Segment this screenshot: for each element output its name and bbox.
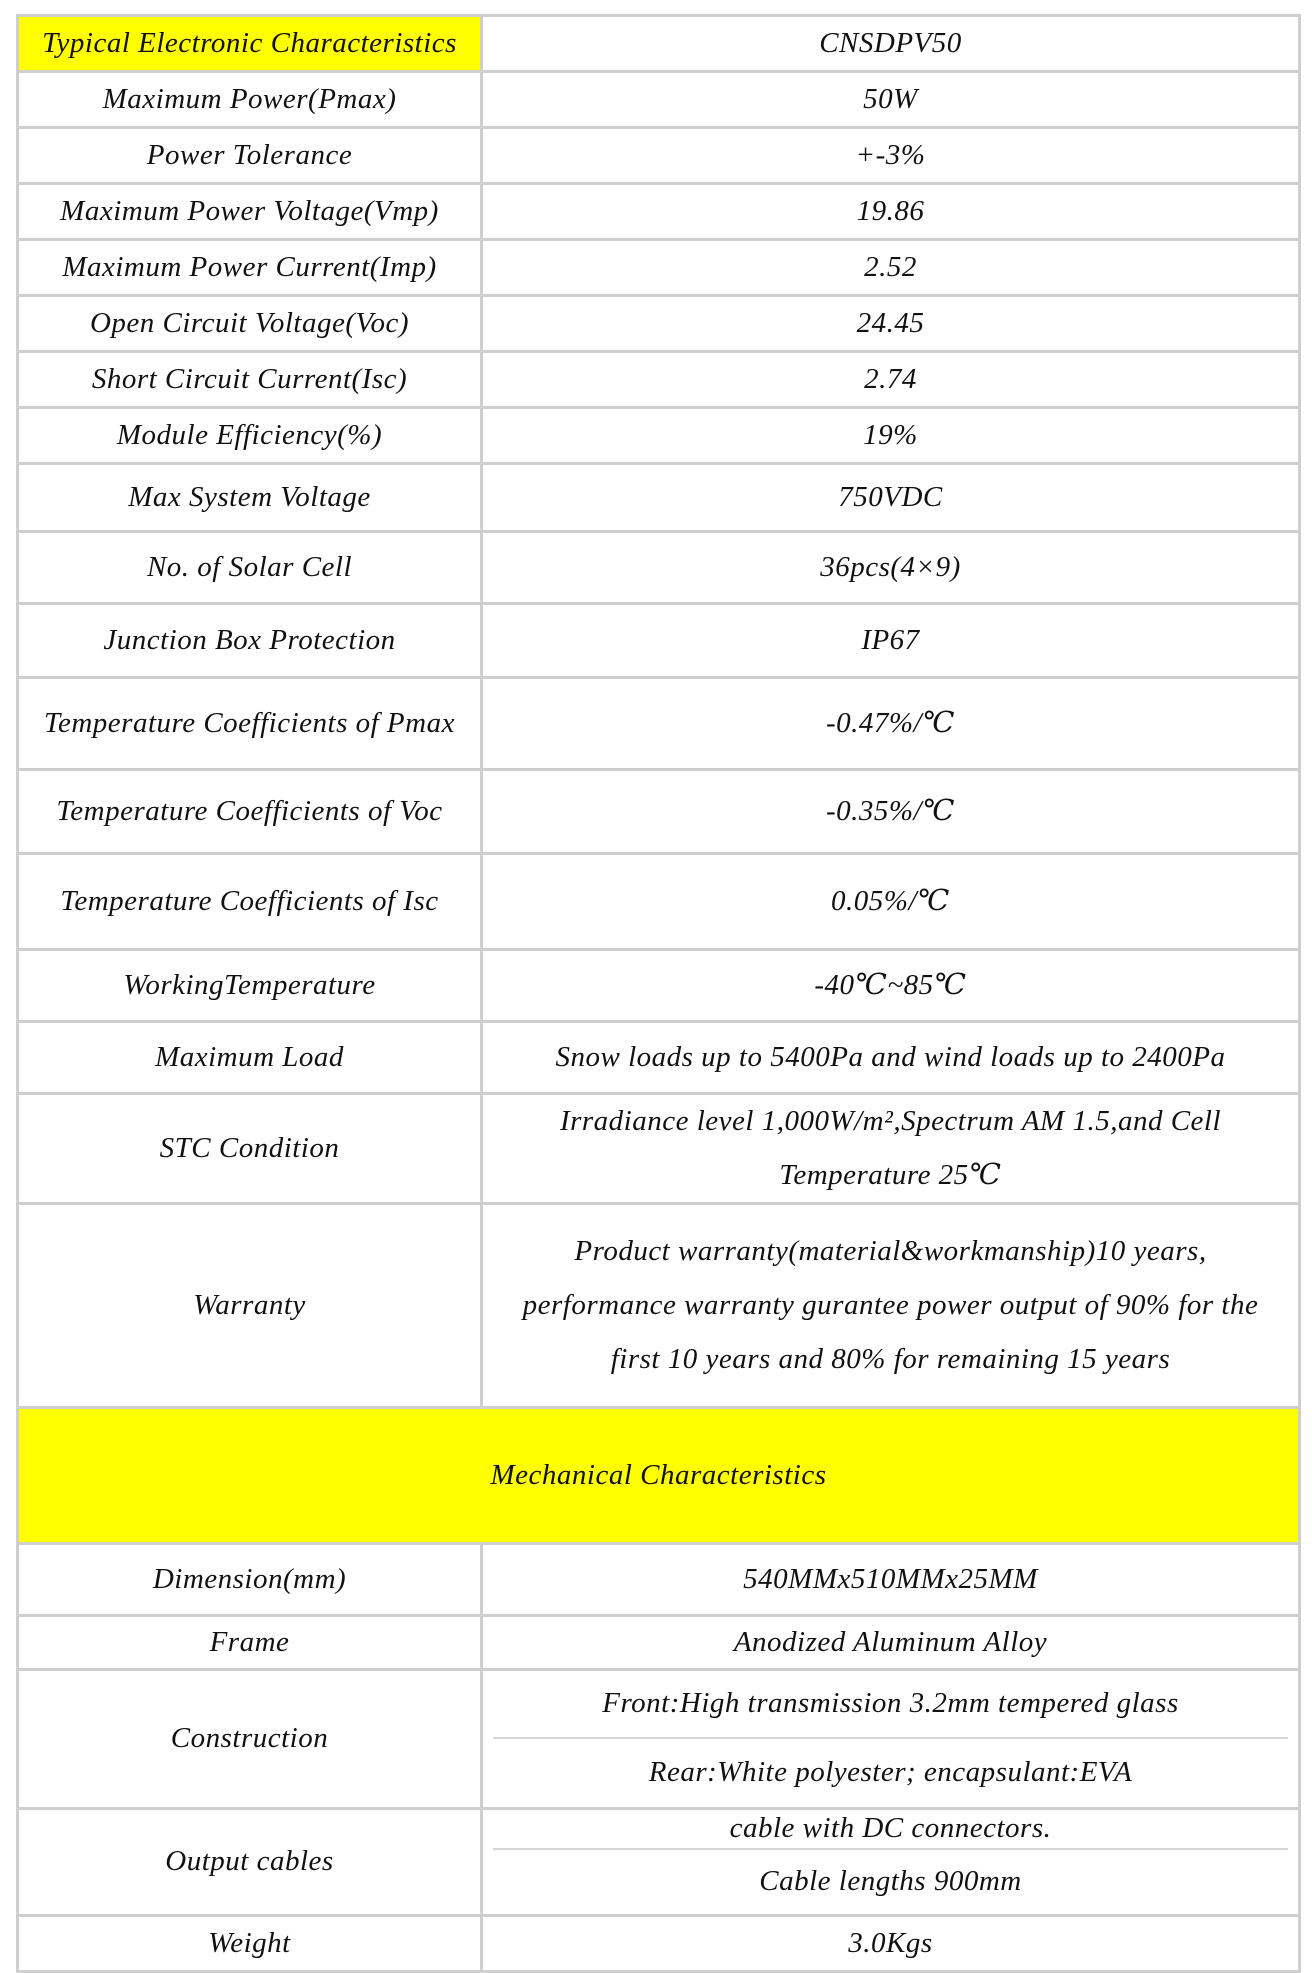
cable-line: Cable lengths 900mm: [493, 1848, 1288, 1914]
row-label: Output cables: [18, 1809, 482, 1916]
row-value: -0.35%/℃: [482, 770, 1300, 854]
row-value: 36pcs(4×9): [482, 532, 1300, 604]
stc-row: [18, 1094, 1300, 1204]
stc-line: Temperature 25℃: [779, 1158, 1002, 1191]
model-name: CNSDPV50: [482, 16, 1300, 72]
output-cables-value: [482, 1809, 1300, 1916]
table-row: [18, 464, 1300, 532]
row-label: Maximum Power Voltage(Vmp): [18, 184, 482, 240]
output-cables-row: [18, 1809, 1300, 1916]
row-label: Power Tolerance: [18, 128, 482, 184]
section-header-row: [18, 1408, 1300, 1544]
row-label: Open Circuit Voltage(Voc): [18, 296, 482, 352]
row-label: Dimension(mm): [18, 1544, 482, 1616]
table-row: [18, 1544, 1300, 1616]
header-row: [18, 16, 1300, 72]
warranty-line: first 10 years and 80% for remaining 15 years: [610, 1342, 1171, 1375]
table-row: [18, 1616, 1300, 1670]
stc-value: [482, 1094, 1300, 1204]
table-row: [18, 1916, 1300, 1972]
row-label: Construction: [18, 1670, 482, 1809]
table-row: [18, 72, 1300, 128]
construction-rear: Rear:White polyester; encapsulant:EVA: [493, 1737, 1288, 1807]
warranty-line: performance warranty gurantee power output of 90% for the: [522, 1288, 1259, 1321]
table-row: [18, 950, 1300, 1022]
row-label: Frame: [18, 1616, 482, 1670]
row-value: 24.45: [482, 296, 1300, 352]
table-row: [18, 408, 1300, 464]
table-row: [18, 604, 1300, 678]
row-value: IP67: [482, 604, 1300, 678]
row-label: Maximum Power Current(Imp): [18, 240, 482, 296]
warranty-row: [18, 1204, 1300, 1408]
row-label: Junction Box Protection: [18, 604, 482, 678]
row-label: WorkingTemperature: [18, 950, 482, 1022]
warranty-line: Product warranty(material&workmanship)10 years,: [574, 1235, 1207, 1268]
stc-label: STC Condition: [18, 1094, 482, 1204]
warranty-value: [482, 1204, 1300, 1408]
table-row: [18, 184, 1300, 240]
row-value: 2.74: [482, 352, 1300, 408]
row-value: +-3%: [482, 128, 1300, 184]
row-value: 0.05%/℃: [482, 854, 1300, 950]
row-value: 19.86: [482, 184, 1300, 240]
row-value: 50W: [482, 72, 1300, 128]
construction-row: [18, 1670, 1300, 1809]
section-title: Mechanical Characteristics: [18, 1408, 1300, 1544]
construction-front: Front:High transmission 3.2mm tempered glass: [602, 1687, 1179, 1720]
row-label: Temperature Coefficients of Pmax: [18, 678, 482, 770]
row-label: Max System Voltage: [18, 464, 482, 532]
row-value: Anodized Aluminum Alloy: [482, 1616, 1300, 1670]
table-row: [18, 770, 1300, 854]
table-row: [18, 854, 1300, 950]
row-value: 3.0Kgs: [482, 1916, 1300, 1972]
row-label: Maximum Load: [18, 1022, 482, 1094]
cable-line: cable with DC connectors.: [729, 1812, 1052, 1845]
table-row: [18, 678, 1300, 770]
row-value: 540MMx510MMx25MM: [482, 1544, 1300, 1616]
row-label: Maximum Power(Pmax): [18, 72, 482, 128]
row-value: Snow loads up to 5400Pa and wind loads up to 2400Pa: [482, 1022, 1300, 1094]
row-label: Weight: [18, 1916, 482, 1972]
header-label: Typical Electronic Characteristics: [18, 16, 482, 72]
table-row: [18, 128, 1300, 184]
row-value: 2.52: [482, 240, 1300, 296]
row-value: -0.47%/℃: [482, 678, 1300, 770]
row-value: 19%: [482, 408, 1300, 464]
spec-table: [16, 14, 1301, 1973]
row-label: Temperature Coefficients of Isc: [18, 854, 482, 950]
table-row: [18, 296, 1300, 352]
stc-line: Irradiance level 1,000W/m²,Spectrum AM 1.5,and Cell: [559, 1105, 1222, 1137]
row-value: 750VDC: [482, 464, 1300, 532]
table-row: [18, 532, 1300, 604]
construction-value: [482, 1670, 1300, 1809]
table-row: [18, 1022, 1300, 1094]
row-value: -40℃~85℃: [482, 950, 1300, 1022]
warranty-label: Warranty: [18, 1204, 482, 1408]
table-row: [18, 352, 1300, 408]
row-label: Module Efficiency(%): [18, 408, 482, 464]
row-label: Temperature Coefficients of Voc: [18, 770, 482, 854]
table-row: [18, 240, 1300, 296]
row-label: No. of Solar Cell: [18, 532, 482, 604]
row-label: Short Circuit Current(Isc): [18, 352, 482, 408]
